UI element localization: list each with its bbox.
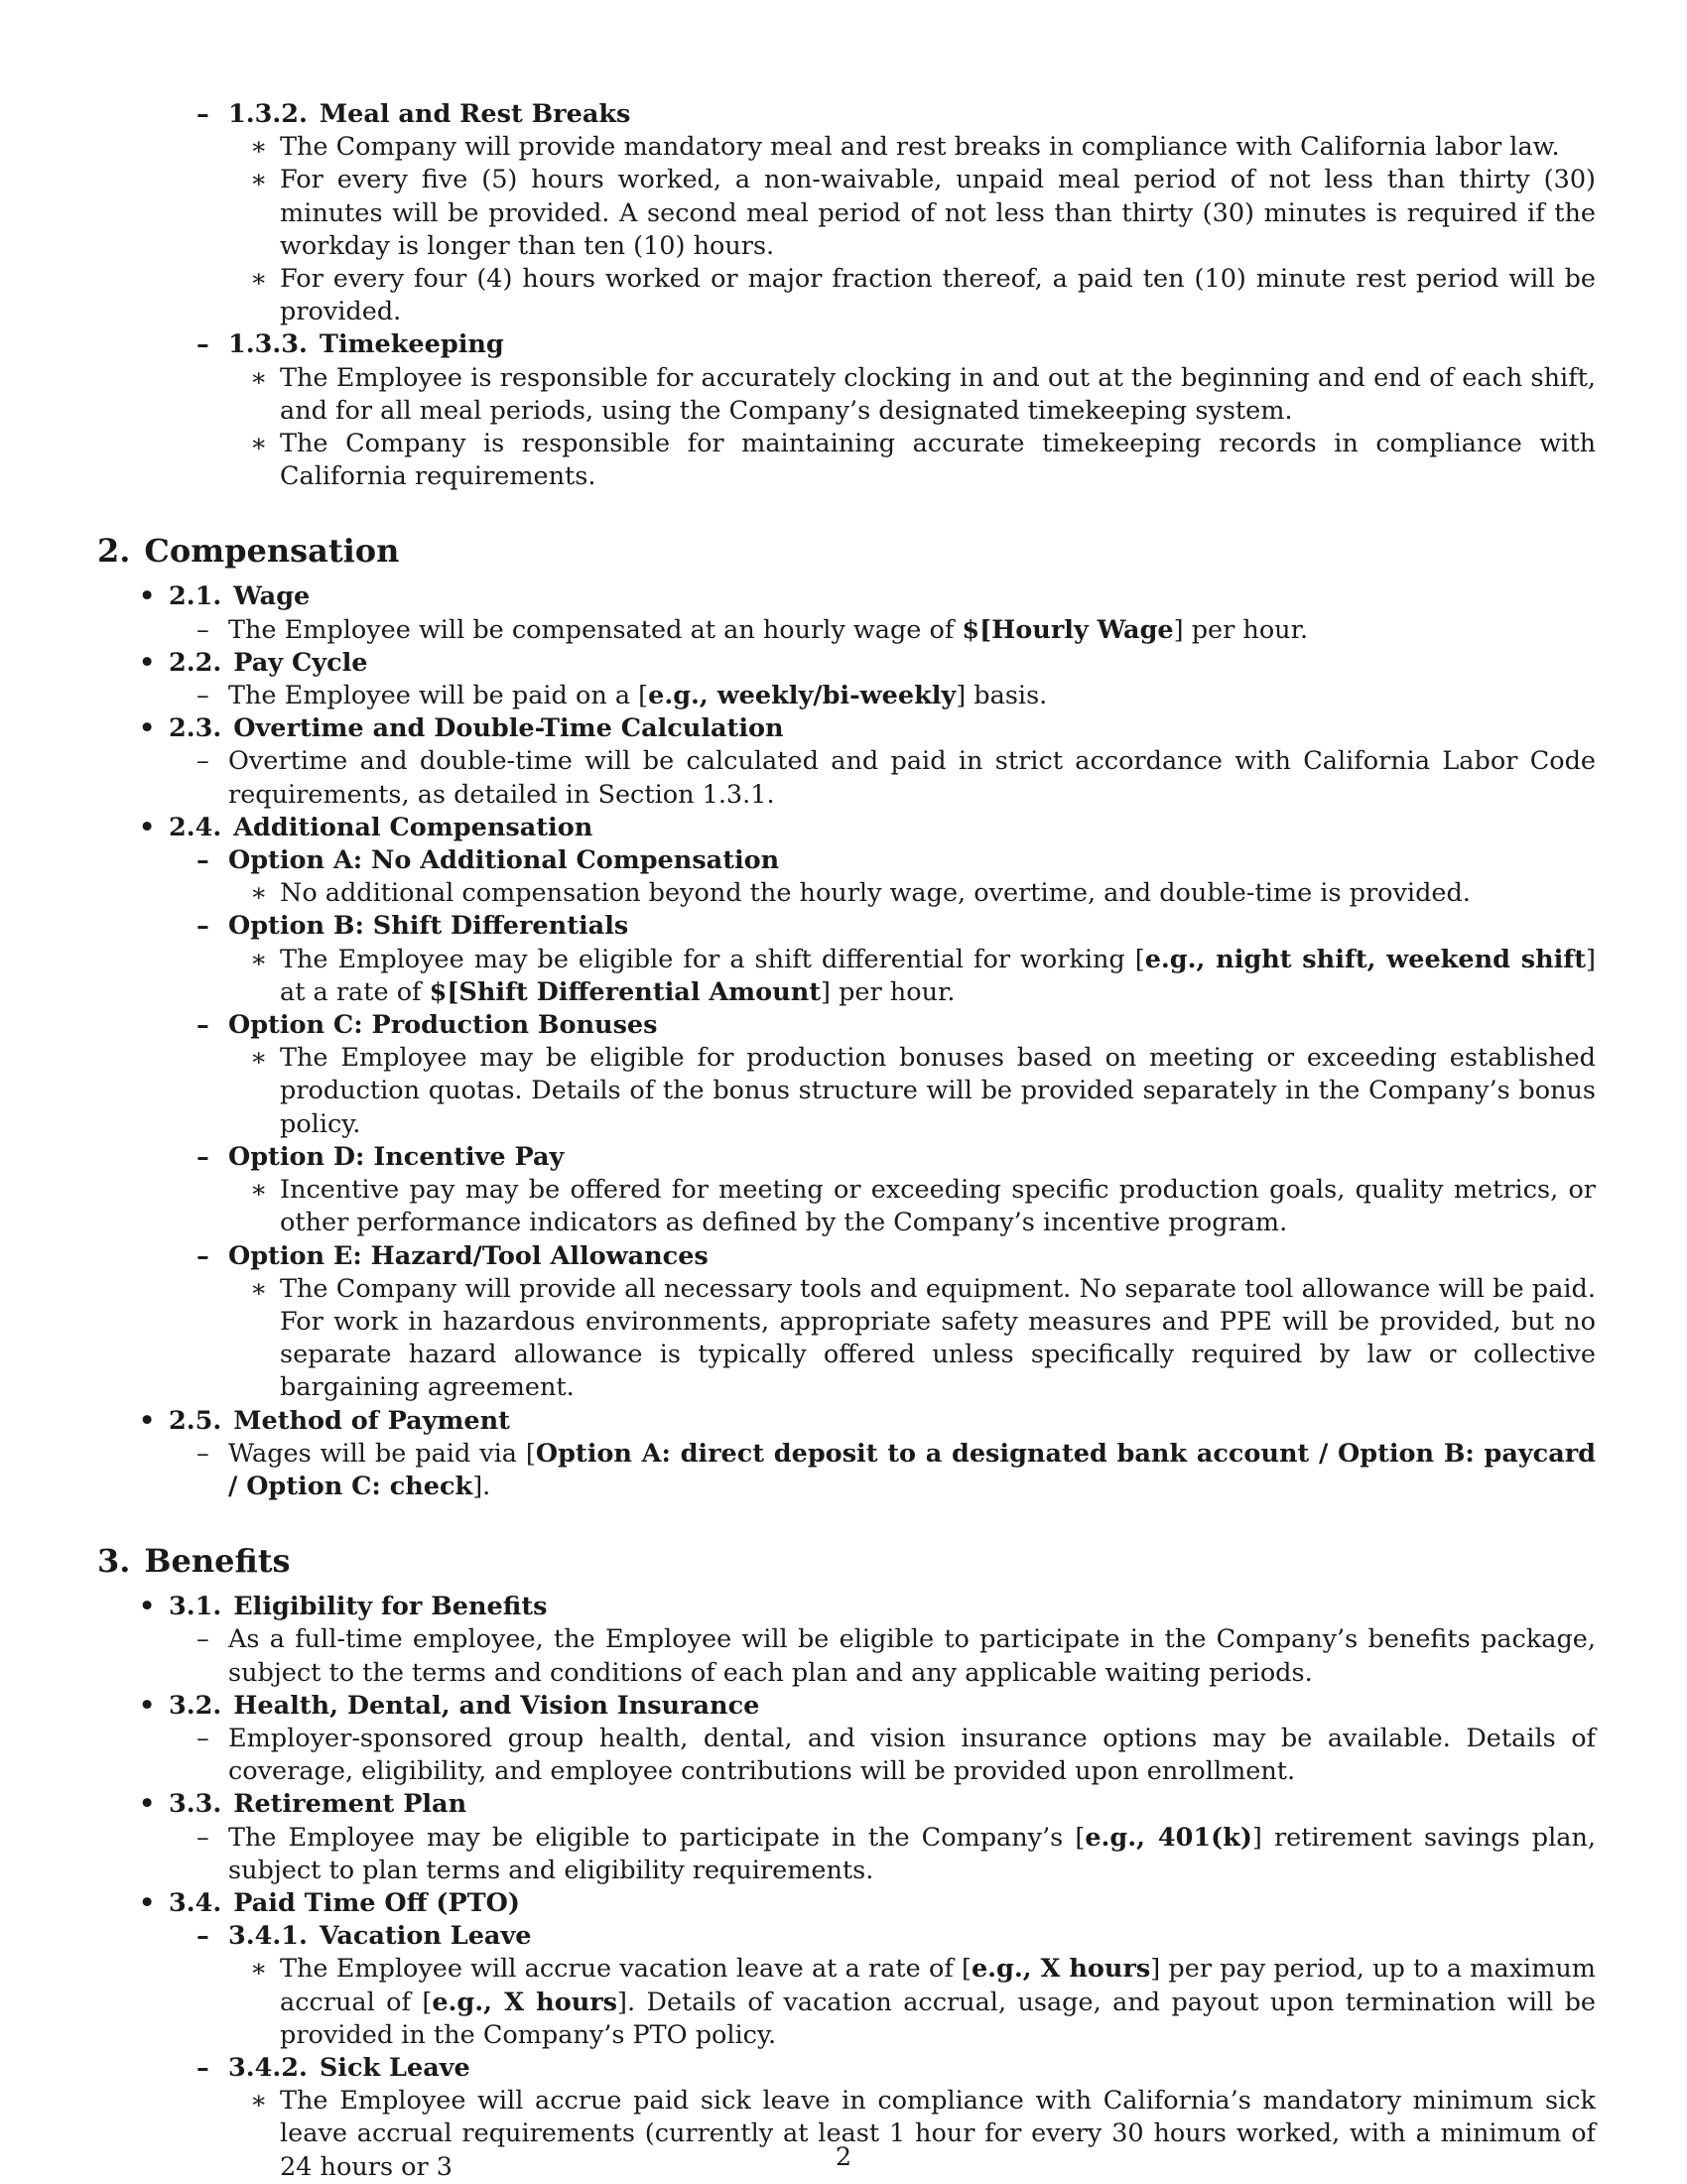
- dash-marker: –: [196, 614, 209, 645]
- option-b-heading: – Option B: Shift Differentials: [97, 910, 1596, 943]
- dash-marker: –: [196, 1723, 209, 1753]
- list-item: ∗ The Employee will accrue vacation leave at a rate of [e.g., X hours] per pay period, up to a maximum accrual of [e.g., X hours]. Details of vacation accrual, usage, and payout upon termination will be provided in the Company’s PTO policy.: [250, 1954, 1597, 2050]
- bullet-marker: •: [139, 1789, 156, 1820]
- list-item: ∗ The Employee is responsible for accurately clocking in and out at the beginning and end of each shift, and for all meal periods, using the Company’s designated timekeeping system.: [250, 362, 1596, 426]
- asterisk-marker: ∗: [250, 132, 268, 163]
- asterisk-marker: ∗: [250, 1954, 268, 1985]
- asterisk-marker: ∗: [250, 1043, 268, 1074]
- section-3-heading: 3. Benefits: [97, 1542, 291, 1581]
- dash-marker: –: [196, 1624, 209, 1655]
- bullet-marker: •: [139, 647, 156, 678]
- subsection-2-4-heading: • 2.4. Additional Compensation: [97, 812, 1596, 844]
- dash-marker: –: [196, 746, 209, 777]
- dash-marker: –: [196, 1240, 209, 1271]
- option-d-heading: – Option D: Incentive Pay: [97, 1141, 1596, 1174]
- dash-marker: –: [196, 845, 209, 876]
- list-item: ∗ For every four (4) hours worked or major fraction thereof, a paid ten (10) minute rest period will be provided.: [250, 264, 1596, 327]
- bullet-marker: •: [139, 713, 156, 744]
- option-e-heading: – Option E: Hazard/Tool Allowances: [97, 1240, 1596, 1273]
- subsection-2-5-heading: • 2.5. Method of Payment: [97, 1405, 1596, 1438]
- dash-marker: –: [196, 1822, 209, 1853]
- list-item: – As a full-time employee, the Employee will be eligible to participate in the Company’s benefits package, subject to the terms and conditions of each plan and any applicable waiting periods.: [196, 1624, 1596, 1688]
- list-item: – Employer-sponsored group health, dental, and vision insurance options may be available. Details of coverage, eligibility, and employee contributions will be provided upon enrollment.: [196, 1723, 1596, 1787]
- list-item: – The Employee will be paid on a [e.g., weekly/bi-weekly] basis.: [97, 680, 1596, 712]
- list-item: – Overtime and double-time will be calculated and paid in strict accordance with California Labor Code requirements, as detailed in Section 1.3.1.: [196, 746, 1596, 810]
- bullet-marker: •: [139, 812, 156, 842]
- dash-marker: –: [196, 2052, 209, 2083]
- subsection-3-2-heading: • 3.2. Health, Dental, and Vision Insurance: [97, 1690, 1596, 1723]
- subsection-3-3-heading: • 3.3. Retirement Plan: [97, 1788, 1596, 1821]
- subsection-3-4-1-heading: – 3.4.1. Vacation Leave: [97, 1920, 1596, 1953]
- asterisk-marker: ∗: [250, 1175, 268, 1206]
- list-item: ∗ The Company is responsible for maintaining accurate timekeeping records in compliance with California requirements.: [250, 429, 1596, 492]
- dash-marker: –: [196, 1141, 209, 1172]
- section-2-heading: 2. Compensation: [97, 532, 400, 571]
- dash-marker: –: [196, 329, 209, 360]
- bullet-marker: •: [139, 1690, 156, 1721]
- list-item: ∗ No additional compensation beyond the hourly wage, overtime, and double-time is provided.: [97, 877, 1596, 910]
- list-item: ∗ The Employee may be eligible for production bonuses based on meeting or exceeding established production quotas. Details of the bonus structure will be provided separately in the Company’s bonus policy.: [250, 1043, 1596, 1139]
- list-item: ∗ Incentive pay may be offered for meeting or exceeding specific production goals, quality metrics, or other performance indicators as defined by the Company’s incentive program.: [250, 1175, 1596, 1238]
- subsection-2-3-heading: • 2.3. Overtime and Double-Time Calculation: [97, 712, 1596, 745]
- list-item: – The Employee may be eligible to participate in the Company’s [e.g., 401(k)] retirement savings plan, subject to plan terms and eligibility requirements.: [196, 1822, 1596, 1885]
- option-a-heading: – Option A: No Additional Compensation: [97, 844, 1596, 877]
- bullet-marker: •: [139, 1405, 156, 1436]
- subsection-2-1-heading: • 2.1. Wage: [97, 580, 1596, 613]
- subsection-3-1-heading: • 3.1. Eligibility for Benefits: [97, 1591, 1596, 1623]
- dash-marker: –: [196, 681, 209, 711]
- page-content: [97, 98, 1596, 2184]
- dash-marker: –: [196, 911, 209, 942]
- subsection-2-2-heading: • 2.2. Pay Cycle: [97, 647, 1596, 680]
- bullet-marker: •: [139, 1887, 156, 1918]
- dash-marker: –: [196, 1438, 209, 1469]
- subsection-3-4-2-heading: – 3.4.2. Sick Leave: [97, 2052, 1596, 2085]
- dash-marker: –: [196, 1010, 209, 1041]
- subsection-1-3-3-heading: – 1.3.3. Timekeeping: [97, 328, 1596, 361]
- bullet-marker: •: [139, 1592, 156, 1622]
- asterisk-marker: ∗: [250, 2086, 268, 2117]
- asterisk-marker: ∗: [250, 165, 268, 195]
- list-item: ∗ The Company will provide mandatory meal and rest breaks in compliance with California labor law.: [97, 131, 1596, 164]
- bullet-marker: •: [139, 581, 156, 612]
- asterisk-marker: ∗: [250, 944, 268, 974]
- page-number: 2: [835, 2142, 852, 2172]
- list-item: ∗ For every five (5) hours worked, a non-waivable, unpaid meal period of not less than thirty (30) minutes will be provided. A second meal period of not less than thirty (30) minutes is required if the workday is longer than ten (10) hours.: [250, 165, 1596, 261]
- list-item: – The Employee will be compensated at an hourly wage of $[Hourly Wage] per hour.: [97, 614, 1596, 647]
- list-item: – Wages will be paid via [Option A: direct deposit to a designated bank account / Option B: paycard / Option C: check].: [196, 1438, 1596, 1501]
- dash-marker: –: [196, 99, 209, 129]
- asterisk-marker: ∗: [250, 264, 268, 295]
- subsection-3-4-heading: • 3.4. Paid Time Off (PTO): [97, 1887, 1596, 1920]
- list-item: ∗ The Employee will accrue paid sick leave in compliance with California’s mandatory minimum sick leave accrual requirements (currently at least 1 hour for every 30 hours worked, with a minimum of 24 hours or 3: [250, 2086, 1596, 2182]
- list-item: ∗ The Company will provide all necessary tools and equipment. No separate tool allowance will be paid. For work in hazardous environments, appropriate safety measures and PPE will be provided, but no separate hazard allowance is typically offered unless specifically required by law or collective bargaining agreement.: [250, 1273, 1596, 1403]
- asterisk-marker: ∗: [250, 429, 268, 459]
- option-c-heading: – Option C: Production Bonuses: [97, 1009, 1596, 1042]
- asterisk-marker: ∗: [250, 362, 268, 393]
- subsection-1-3-2-heading: – 1.3.2. Meal and Rest Breaks: [97, 98, 1596, 131]
- asterisk-marker: ∗: [250, 878, 268, 909]
- list-item: ∗ The Employee may be eligible for a shift differential for working [e.g., night shift, weekend shift] at a rate of $[Shift Differential Amount] per hour.: [250, 944, 1596, 1007]
- dash-marker: –: [196, 1921, 209, 1952]
- asterisk-marker: ∗: [250, 1273, 268, 1304]
